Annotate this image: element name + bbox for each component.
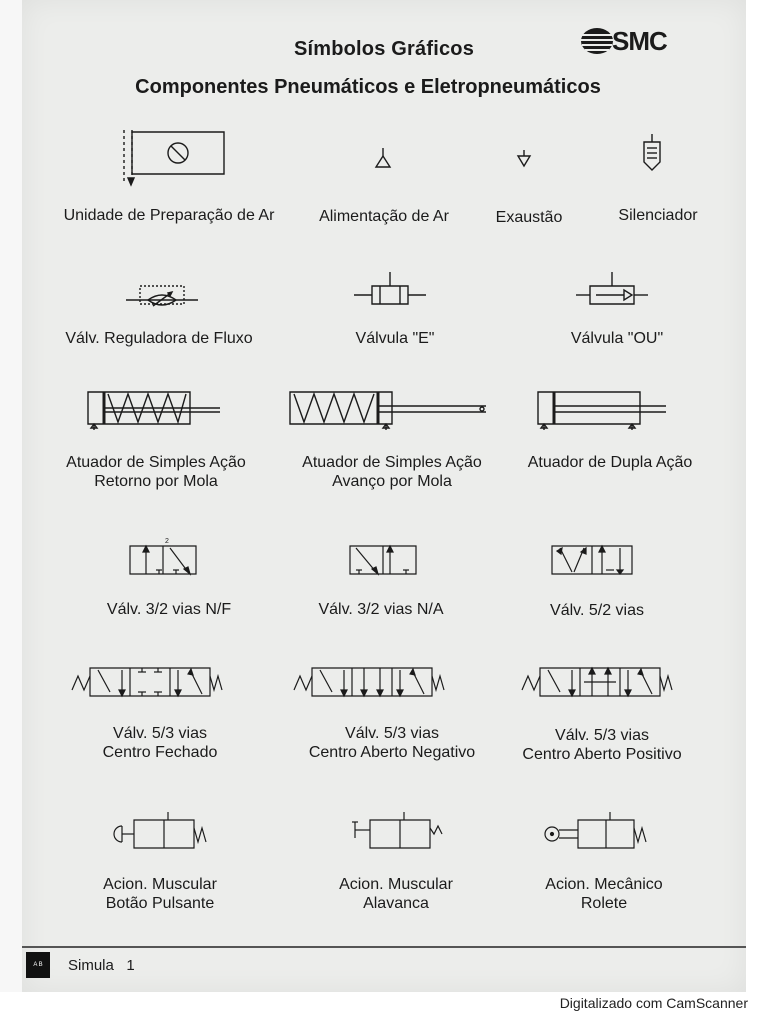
valv-reguladora-symbol: [126, 282, 198, 310]
atuador-simples-retorno-symbol: [86, 390, 222, 430]
unidade-preparacao-symbol: [118, 130, 226, 190]
port-2-label: 2: [165, 538, 169, 545]
acion-rolete-symbol: [542, 812, 654, 858]
label-silenciador: Silenciador: [618, 207, 698, 224]
valv-32-na-symbol: [348, 536, 420, 582]
atuador-dupla-symbol: [536, 390, 668, 430]
footer-text: Simula 1: [68, 957, 135, 974]
footer-badge: A B: [26, 952, 50, 978]
valv-32-nf-symbol: [128, 536, 200, 582]
valv-53-negativo-symbol: [292, 658, 452, 702]
exaustao-symbol: [514, 150, 534, 170]
valvula-e-symbol: [354, 272, 426, 312]
label-valv-53-negativo: Válv. 5/3 vias Centro Aberto Negativo: [308, 725, 476, 761]
smc-logo-text: SMC: [612, 26, 667, 56]
label-alimentacao: Alimentação de Ar: [319, 208, 449, 225]
label-atuador-dupla: Atuador de Dupla Ação: [527, 454, 693, 471]
label-acion-alavanca: Acion. Muscular Alavanca: [339, 876, 453, 912]
valvula-ou-symbol: [576, 272, 648, 312]
label-valv-32-na: Válv. 3/2 vias N/A: [318, 601, 444, 618]
alimentacao-symbol: [372, 148, 394, 170]
label-valv-32-nf: Válv. 3/2 vias N/F: [106, 601, 232, 618]
label-valv-53-positivo: Válv. 5/3 vias Centro Aberto Positivo: [522, 727, 682, 763]
valv-53-fechado-symbol: [70, 658, 230, 702]
label-exaustao: Exaustão: [495, 209, 563, 226]
atuador-simples-avanco-symbol: [288, 390, 490, 430]
label-atuador-simples-avanco: Atuador de Simples Ação Avanço por Mola: [302, 454, 482, 490]
page-subtitle: Componentes Pneumáticos e Eletropneumáticos: [135, 76, 601, 98]
footer-divider: [22, 946, 746, 948]
page-title: Símbolos Gráficos: [293, 38, 475, 60]
label-acion-rolete: Acion. Mecânico Rolete: [545, 876, 663, 912]
label-valvula-e: Válvula "E": [355, 330, 435, 347]
label-acion-botao: Acion. Muscular Botão Pulsante: [103, 876, 217, 912]
acion-alavanca-symbol: [348, 812, 448, 858]
acion-botao-symbol: [112, 812, 212, 858]
label-unidade-preparacao: Unidade de Preparação de Ar: [63, 207, 275, 224]
scanner-watermark: Digitalizado com CamScanner: [559, 995, 748, 1011]
valv-52-symbol: [550, 536, 636, 582]
label-valv-52: Válv. 5/2 vias: [550, 602, 644, 619]
label-valvula-ou: Válvula "OU": [570, 330, 664, 347]
label-valv-reguladora: Válv. Reguladora de Fluxo: [65, 330, 253, 347]
label-atuador-simples-retorno: Atuador de Simples Ação Retorno por Mola: [66, 454, 246, 490]
valv-53-positivo-symbol: [520, 658, 680, 702]
scan-margin: [0, 0, 22, 992]
silenciador-symbol: [640, 134, 664, 174]
label-valv-53-fechado: Válv. 5/3 vias Centro Fechado: [102, 725, 218, 761]
